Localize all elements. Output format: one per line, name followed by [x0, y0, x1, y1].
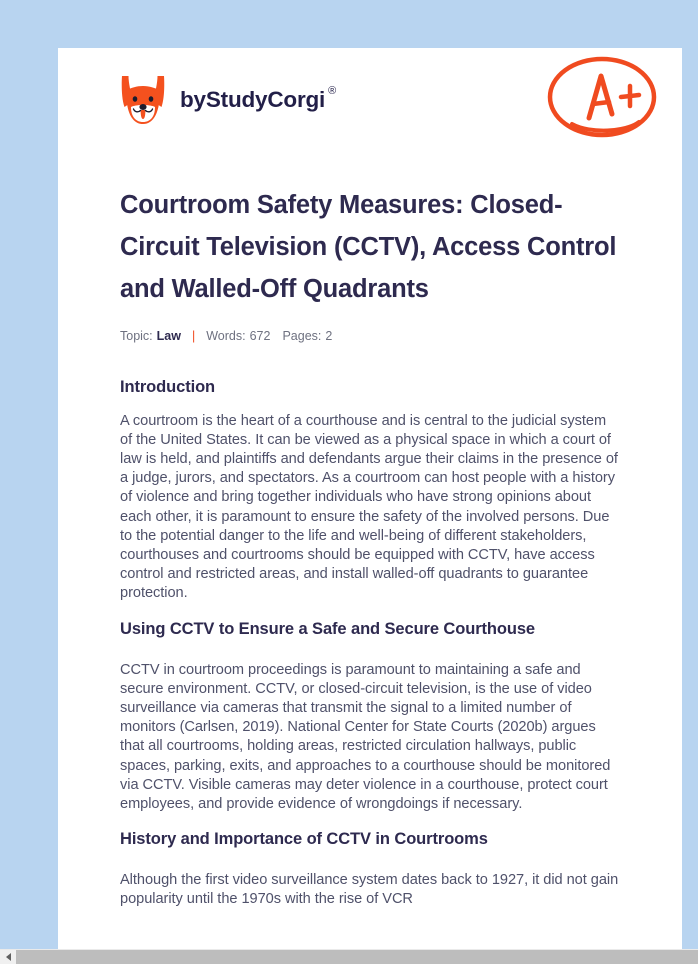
scrollbar-track[interactable] — [16, 950, 698, 964]
brand-prefix: by — [180, 86, 206, 112]
brand-logo[interactable] — [120, 74, 336, 126]
section-heading-using-cctv: Using CCTV to Ensure a Safe and Secure Courthouse — [120, 619, 536, 638]
document-page — [58, 48, 682, 950]
horizontal-scrollbar[interactable] — [0, 949, 698, 964]
corgi-head-icon — [120, 74, 166, 126]
topic-value[interactable]: Law — [156, 329, 181, 343]
section-heading-history: History and Importance of CCTV in Courtrooms — [120, 830, 488, 849]
section-heading-introduction: Introduction — [120, 377, 216, 396]
meta-separator: | — [191, 329, 196, 343]
a-plus-grade-icon — [542, 52, 662, 146]
section-paragraph-introduction: A courtroom is the heart of a courthouse and is central to the judicial system of the United States. It can be viewed as a physical space in which a court of law is held, and plaintiffs and defendants argue their claims in the presence of a judge, jurors, and spectators. As a courtroom can host people with a history of violence and bring together individuals who have strong opinions about each other, it is paramount to ensure the safety of the involved persons. Due to the potential danger to the life and well-being of different stakeholders, courthouses and courtrooms should be equipped with CCTV, have access control and restricted areas, and install walled-off quadrants to guarantee protection. — [120, 412, 618, 602]
pages-label: Pages: — [282, 329, 322, 343]
chevron-left-icon — [6, 953, 11, 961]
article-body — [58, 184, 682, 910]
scroll-left-button[interactable] — [0, 950, 16, 964]
words-label: Words: — [206, 329, 246, 343]
page-header — [58, 48, 682, 152]
section-paragraph-history: Although the first video surveillance system dates back to 1927, it did not gain popularity until the 1970s with the rise of VCR — [120, 872, 619, 908]
page-title: Courtroom Safety Measures: Closed-Circuit Television (CCTV), Access Control and Walled-Off Quadrants — [120, 191, 617, 303]
section-paragraph-using-cctv: CCTV in courtroom proceedings is paramount to maintaining a safe and secure environment. CCTV, or closed-circuit television, is the use of video surveillance via cameras that transmit the signal to a limited number of monitors (Carlsen, 2019). National Center for State Courts (2020b) argues that all courtrooms, holding areas, restricted circulation hallways, public spaces, parking, exits, and approaches to a courthouse should be monitored via CCTV. Visible cameras may deter violence in a courthouse, protect court employees, and provide evidence of wrongdoings if necessary. — [120, 661, 611, 812]
brand-title: StudyCorgi — [205, 86, 326, 112]
registered-trademark-icon: ® — [328, 84, 337, 97]
brand-name — [180, 84, 337, 112]
pages-value: 2 — [325, 329, 333, 343]
document-meta — [120, 330, 620, 343]
words-value: 672 — [249, 329, 271, 343]
topic-label: Topic: — [120, 329, 153, 343]
